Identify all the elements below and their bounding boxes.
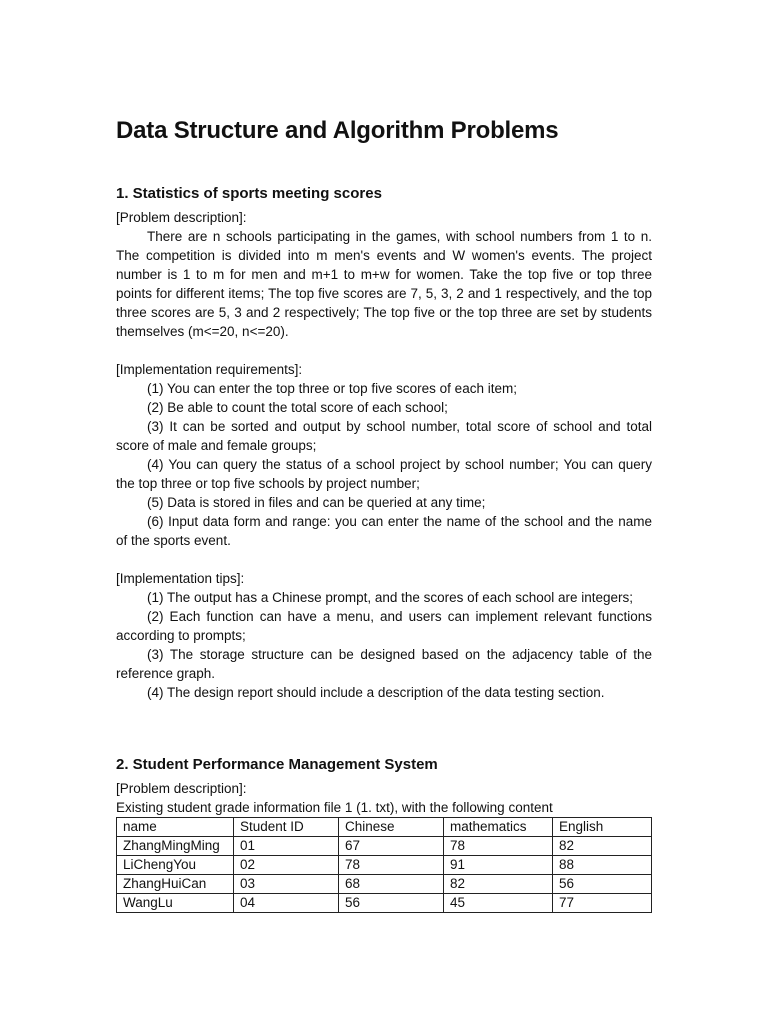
table-row — [117, 856, 652, 875]
table-cell: 82 — [444, 875, 553, 894]
header-cell: name — [117, 818, 234, 837]
table-cell: 68 — [339, 875, 444, 894]
tip-item: (3) The storage structure can be designed based on the adjacency table of the reference graph. — [116, 647, 652, 681]
table-cell: 82 — [553, 837, 652, 856]
header-cell: Chinese — [339, 818, 444, 837]
table-cell: ZhangMingMing — [117, 837, 234, 856]
requirement-item: (5) Data is stored in files and can be queried at any time; — [147, 495, 486, 510]
table-cell: ZhangHuiCan — [117, 875, 234, 894]
requirement-item: (4) You can query the status of a school project by school number; You can query the top three or top five schools by project number; — [116, 457, 652, 491]
table-cell: 56 — [339, 894, 444, 913]
table-cell: 77 — [553, 894, 652, 913]
table-cell: 67 — [339, 837, 444, 856]
table-cell: 88 — [553, 856, 652, 875]
table-cell: 45 — [444, 894, 553, 913]
header-cell: mathematics — [444, 818, 553, 837]
tips-label: [Implementation tips]: — [116, 571, 245, 586]
requirement-item: (3) It can be sorted and output by school number, total score of school and total score of male and female groups; — [116, 419, 652, 453]
requirements-label: [Implementation requirements]: — [116, 362, 303, 377]
table-cell: LiChengYou — [117, 856, 234, 875]
table-cell: 56 — [553, 875, 652, 894]
table-header-row — [117, 818, 652, 837]
problem-description-label: [Problem description]: — [116, 210, 247, 225]
header-cell: English — [553, 818, 652, 837]
table-cell: WangLu — [117, 894, 234, 913]
grades-table — [116, 817, 652, 913]
table-row — [117, 837, 652, 856]
section-1-heading: 1. Statistics of sports meeting scores — [116, 185, 382, 202]
tip-item: (2) Each function can have a menu, and users can implement relevant functions according to prompts; — [116, 609, 652, 643]
requirement-item: (1) You can enter the top three or top five scores of each item; — [147, 381, 517, 396]
tip-item: (4) The design report should include a description of the data testing section. — [147, 685, 605, 700]
table-cell: 04 — [234, 894, 339, 913]
table-cell: 02 — [234, 856, 339, 875]
table-cell: 91 — [444, 856, 553, 875]
table-cell: 01 — [234, 837, 339, 856]
table-cell: 78 — [444, 837, 553, 856]
section-2 — [116, 755, 652, 913]
table-cell: 78 — [339, 856, 444, 875]
table-intro-text: Existing student grade information file 1 (1. txt), with the following content — [116, 800, 553, 815]
problem-description-text: There are n schools participating in the games, with school numbers from 1 to n. The competition is divided into m men's events and W women's events. The project number is 1 to m for men and m+1 to m+w for women. Take the top five or top three points for different items; The top five scores are 7, 5, 3, 2 and 1 respectively, and the top three scores are 5, 3 and 2 respectively; The top five or the top three are set by students themselves (m<=20, n<=20). — [116, 229, 652, 339]
problem-description-label: [Problem description]: — [116, 781, 247, 796]
header-cell: Student ID — [234, 818, 339, 837]
requirement-item: (2) Be able to count the total score of each school; — [147, 400, 448, 415]
section-1 — [116, 184, 652, 702]
requirement-item: (6) Input data form and range: you can enter the name of the school and the name of the sports event. — [116, 514, 652, 548]
document-title: Data Structure and Algorithm Problems — [116, 117, 559, 144]
tip-item: (1) The output has a Chinese prompt, and the scores of each school are integers; — [147, 590, 634, 605]
section-2-heading: 2. Student Performance Management System — [116, 756, 438, 773]
table-row — [117, 894, 652, 913]
table-cell: 03 — [234, 875, 339, 894]
table-row — [117, 875, 652, 894]
